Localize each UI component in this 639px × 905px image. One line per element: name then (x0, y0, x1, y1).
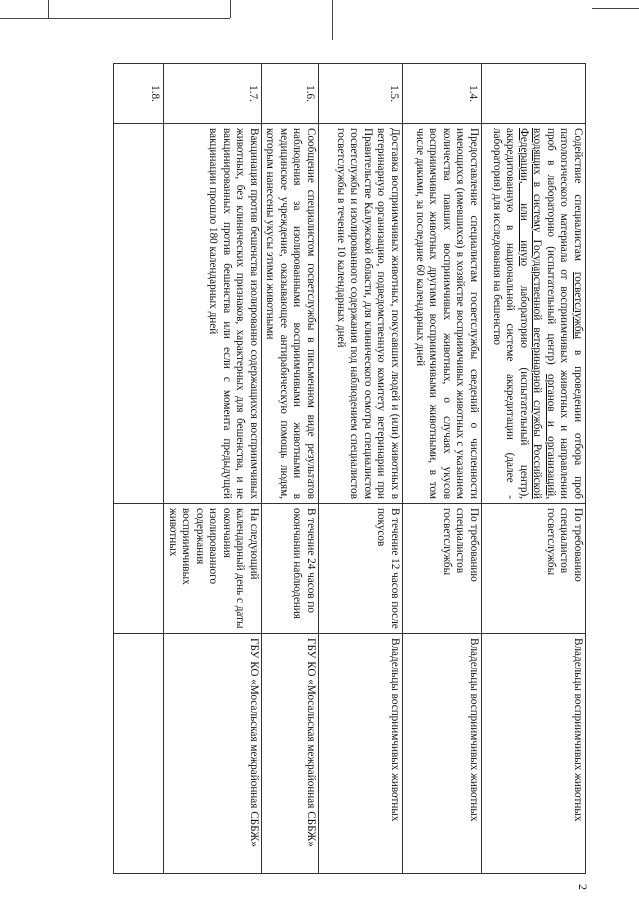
scan-border-line (0, 18, 230, 19)
table-row (114, 64, 164, 874)
responsible-text: Владельцы восприимчивых животных (403, 634, 482, 874)
table-row (262, 64, 319, 874)
measure-text (403, 124, 482, 504)
scan-border-line (230, 0, 231, 18)
deadline-text: По требованию специалистов госветслужбы (403, 504, 482, 634)
scan-border-line (332, 0, 333, 40)
page-number: 2 (576, 884, 590, 890)
scan-border-line (592, 8, 639, 9)
measure-text (262, 124, 319, 504)
responsible-text: Владельцы восприимчивых животных (482, 634, 586, 874)
table-row (482, 64, 586, 874)
measure-text (164, 124, 262, 504)
table-row (403, 64, 482, 874)
measure-text-part: лабораторию (испытательный центр), аккредитованную в национальной системе аккредитации (далее - лаборатория) для исследования на бешенство (491, 128, 530, 499)
scan-border-line (48, 0, 49, 18)
row-number: 1.5. (319, 64, 403, 124)
row-number: 1.7. (164, 64, 262, 124)
measure-text-part: Сообщение специалистом госветслужбы в письменном виде результатов наблюдения за изолированными восприимчивыми животными в медицинское учреждение, оказывающее антирабическую помощь людям, которым нанесены укусы этими животными (264, 128, 317, 499)
deadline-text: По требованию специалистов госветслужбы (482, 504, 586, 634)
responsible-text (114, 634, 164, 874)
responsible-text: Владельцы восприимчивых животных (319, 634, 403, 874)
measure-text-part: органов и организаций, входящих в систему Государственной ветеринарной службы Российской Федерации, или иную (518, 128, 557, 499)
measure-text (482, 124, 586, 504)
deadline-text (114, 504, 164, 634)
measure-text-part: Вакцинация против бешенства изолированно содержащихся восприимчивых животных, без клинических признаков, характерных для бешенства, и не вакцинированных против бешенства или если с момента предыдущей вакцинации прошло 180 календарных дней (207, 128, 260, 499)
measure-text-part: госветслужбы (572, 271, 584, 340)
measure-text-part: Предоставление специалистам госветслужбы сведений о численности имеющихся (имевшихся) в хозяйстве восприимчивых животных с указанием количества павших восприимчивых животных, о случаях укусов восприимчивых животных другими восприимчивыми животными, в том числе дикими, за последние 60 календарных дней (414, 128, 480, 499)
measure-text-part: Доставка восприимчивых животных, покусавших людей и (или) животных в ветеринарную организацию, подведомственную комитету ветеринарии при Правительстве Калужской области, для клинического осмотра специалистом госветслужбы и изолированного содержания под наблюдением специалистов госветслужбы в течение 10 календарных дней (335, 128, 401, 499)
deadline-text: В течение 24 часов по окончании наблюдения (262, 504, 319, 634)
row-number (482, 64, 586, 124)
responsible-text: ГБУ КО «Мосальская межрайонная СББЖ» (262, 634, 319, 874)
measure-text-part: в проведении отбора проб патологического материала от восприимчивых животных и направлении проб в лабораторию (испытательный центр) (545, 128, 584, 499)
deadline-text: На следующий календарный день с даты окончания изолированного содержания восприимчивых животных (164, 504, 262, 634)
row-number: 1.6. (262, 64, 319, 124)
table-row (319, 64, 403, 874)
measure-text (114, 124, 164, 504)
row-number: 1.8. (114, 64, 164, 124)
measure-text-part: Содействие специалистам (572, 128, 584, 272)
measure-text (319, 124, 403, 504)
responsible-text: ГБУ КО «Мосальская межрайонная СББЖ» (164, 634, 262, 874)
measures-table (114, 63, 587, 874)
table-row (164, 64, 262, 874)
row-number: 1.4. (403, 64, 482, 124)
deadline-text: В течение 12 часов после покусов (319, 504, 403, 634)
rotated-table-page (46, 63, 586, 873)
